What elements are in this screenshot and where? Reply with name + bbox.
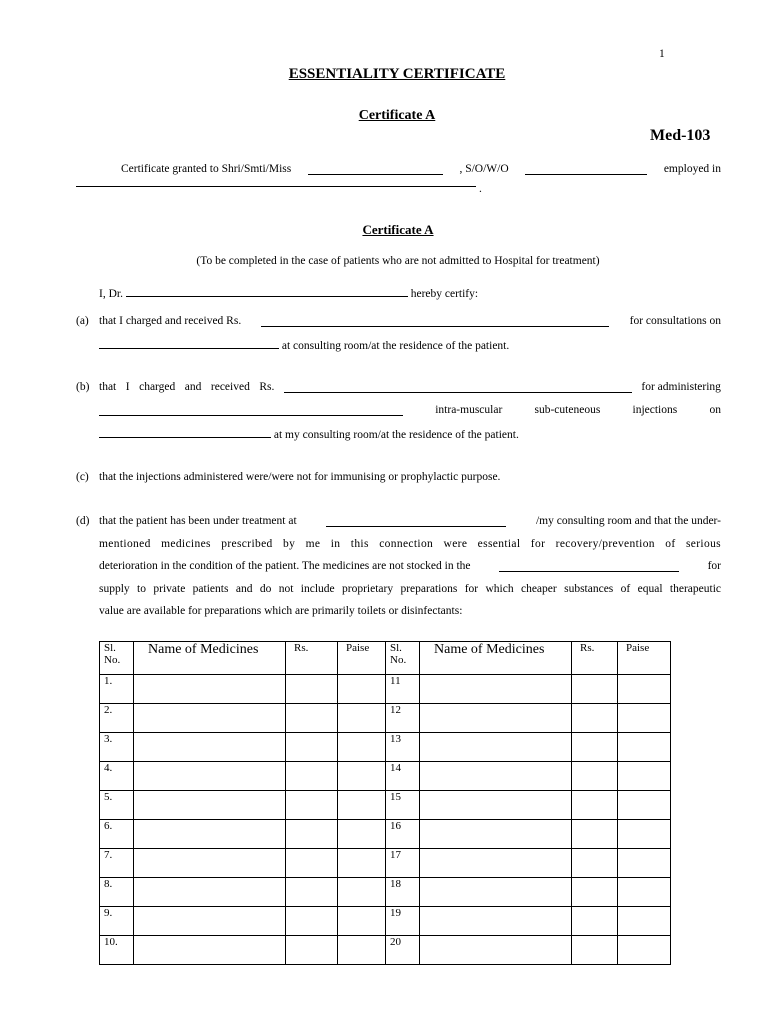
serial-cell: 13	[386, 733, 420, 762]
name-header: Name of Medicines	[134, 642, 286, 675]
serial-cell: 1.	[100, 675, 134, 704]
stock-place-field[interactable]	[499, 560, 679, 572]
table-row	[100, 820, 671, 849]
paise-header: Paise	[618, 642, 671, 675]
document-title: ESSENTIALITY CERTIFICATE	[288, 66, 506, 82]
paise-cell[interactable]	[618, 936, 671, 965]
paise-cell[interactable]	[618, 878, 671, 907]
rs-cell[interactable]	[286, 733, 338, 762]
rs-header: Rs.	[286, 642, 338, 675]
rs-cell[interactable]	[572, 936, 618, 965]
item-b-marker: (b)	[76, 381, 90, 393]
item-a-line1	[99, 315, 721, 327]
rs-cell[interactable]	[286, 762, 338, 791]
medicine-name-cell[interactable]	[134, 878, 286, 907]
item-d-line4: supply to private patients and do not include proprietary preparations for which cheaper substances of equal therapeutic	[99, 583, 721, 595]
table-header-row	[100, 642, 671, 675]
section-heading: Certificate A	[362, 222, 434, 237]
serial-cell: 7.	[100, 849, 134, 878]
rs-cell[interactable]	[572, 762, 618, 791]
medicine-name-cell[interactable]	[134, 936, 286, 965]
medicine-name-cell[interactable]	[134, 733, 286, 762]
medicine-name-cell[interactable]	[420, 733, 572, 762]
serial-cell: 3.	[100, 733, 134, 762]
medicine-name-cell[interactable]	[134, 704, 286, 733]
employer-field[interactable]	[76, 186, 476, 187]
name-header: Name of Medicines	[420, 642, 572, 675]
rs-cell[interactable]	[572, 820, 618, 849]
injection-amount-field[interactable]	[284, 381, 632, 393]
serial-cell: 4.	[100, 762, 134, 791]
medicine-name-cell[interactable]	[420, 907, 572, 936]
table-row	[100, 907, 671, 936]
word: Rs.	[259, 381, 275, 393]
rs-cell[interactable]	[572, 878, 618, 907]
injection-name-field[interactable]	[99, 404, 403, 416]
medicine-name-cell[interactable]	[134, 762, 286, 791]
page-number: 1	[659, 48, 665, 60]
granted-employed: employed in	[663, 163, 721, 175]
item-b-suffix: for administering	[641, 381, 721, 393]
paise-cell[interactable]	[338, 849, 386, 878]
table-row	[100, 733, 671, 762]
serial-cell: 17	[386, 849, 420, 878]
medicine-name-cell[interactable]	[420, 878, 572, 907]
certificate-heading: Certificate A	[358, 108, 436, 123]
table-row	[100, 675, 671, 704]
certify-prefix: I, Dr.	[99, 288, 123, 300]
item-c-marker: (c)	[76, 471, 89, 483]
rs-cell[interactable]	[286, 878, 338, 907]
word: injections	[632, 404, 678, 416]
rs-cell[interactable]	[286, 791, 338, 820]
note-text: (To be completed in the case of patients who are not admitted to Hospital for treatment)	[196, 255, 600, 267]
serial-cell: 10.	[100, 936, 134, 965]
paise-cell[interactable]	[618, 733, 671, 762]
medicine-name-cell[interactable]	[420, 791, 572, 820]
paise-cell[interactable]	[618, 907, 671, 936]
medicine-name-cell[interactable]	[134, 675, 286, 704]
rs-cell[interactable]	[572, 791, 618, 820]
paise-cell[interactable]	[618, 675, 671, 704]
serial-cell: 18	[386, 878, 420, 907]
medicine-name-cell[interactable]	[420, 820, 572, 849]
rs-cell[interactable]	[286, 820, 338, 849]
injection-dates-field[interactable]	[99, 426, 271, 438]
item-a-text: that I charged and received Rs.	[99, 315, 242, 327]
medicine-name-cell[interactable]	[420, 675, 572, 704]
relation-name-field[interactable]	[525, 163, 647, 175]
item-d-marker: (d)	[76, 515, 90, 527]
paise-cell[interactable]	[618, 762, 671, 791]
table-row	[100, 762, 671, 791]
item-a-marker: (a)	[76, 315, 89, 327]
granted-prefix: Certificate granted to Shri/Smti/Miss	[121, 163, 292, 175]
item-b-line3-text: at my consulting room/at the residence of the patient.	[273, 429, 519, 441]
rs-header: Rs.	[572, 642, 618, 675]
paise-cell[interactable]	[618, 704, 671, 733]
item-b-line1	[99, 381, 721, 393]
paise-cell[interactable]	[618, 820, 671, 849]
granted-line	[121, 163, 721, 175]
paise-cell[interactable]	[338, 878, 386, 907]
word: that	[99, 381, 117, 393]
paise-cell[interactable]	[338, 762, 386, 791]
rs-cell[interactable]	[286, 675, 338, 704]
rs-cell[interactable]	[286, 849, 338, 878]
word: charged	[139, 381, 176, 393]
item-d-text: that the patient has been under treatment at	[99, 515, 297, 527]
medicine-name-cell[interactable]	[134, 820, 286, 849]
consultation-amount-field[interactable]	[261, 315, 609, 327]
item-d-line3	[99, 560, 721, 572]
rs-cell[interactable]	[572, 733, 618, 762]
doctor-name-field[interactable]	[126, 285, 408, 297]
item-d-line3-suffix: for	[707, 560, 721, 572]
word: on	[709, 404, 721, 416]
item-d-suffix: /my consulting room and that the under-	[535, 515, 721, 527]
word: and	[184, 381, 202, 393]
paise-cell[interactable]	[618, 849, 671, 878]
treatment-place-field[interactable]	[326, 515, 506, 527]
medicine-name-cell[interactable]	[134, 849, 286, 878]
medicine-name-cell[interactable]	[134, 791, 286, 820]
table-row	[100, 878, 671, 907]
rs-cell[interactable]	[572, 849, 618, 878]
item-d-line1	[99, 515, 721, 527]
serial-cell: 14	[386, 762, 420, 791]
paise-header: Paise	[338, 642, 386, 675]
item-d-line3-text: deterioration in the condition of the patient. The medicines are not stocked in the	[99, 560, 471, 572]
serial-cell: 11	[386, 675, 420, 704]
medicine-name-cell[interactable]	[420, 849, 572, 878]
name-field[interactable]	[308, 163, 443, 175]
table-row	[100, 704, 671, 733]
rs-cell[interactable]	[286, 936, 338, 965]
certify-line	[99, 285, 478, 300]
paise-cell[interactable]	[338, 733, 386, 762]
form-code: Med-103	[650, 127, 711, 144]
rs-cell[interactable]	[572, 704, 618, 733]
table-row	[100, 791, 671, 820]
item-d-line5: value are available for preparations which are primarily toilets or disinfectants:	[99, 605, 463, 617]
serial-cell: 2.	[100, 704, 134, 733]
sl-no-header: Sl. No.	[386, 642, 420, 675]
table-row	[100, 936, 671, 965]
item-d-line2: mentioned medicines prescribed by me in this connection were essential for recovery/prevention of serious	[99, 538, 721, 550]
item-a-line2-text: at consulting room/at the residence of the patient.	[281, 340, 510, 352]
table-body	[100, 675, 671, 965]
paise-cell[interactable]	[338, 820, 386, 849]
period-mark: .	[479, 183, 482, 195]
serial-cell: 9.	[100, 907, 134, 936]
granted-relation: , S/O/W/O	[459, 163, 509, 175]
rs-cell[interactable]	[572, 675, 618, 704]
item-b-line3	[99, 426, 519, 441]
paise-cell[interactable]	[338, 936, 386, 965]
consultation-dates-field[interactable]	[99, 337, 279, 349]
word: sub-cuteneous	[534, 404, 601, 416]
word: received	[210, 381, 250, 393]
paise-cell[interactable]	[338, 704, 386, 733]
rs-cell[interactable]	[286, 907, 338, 936]
serial-cell: 5.	[100, 791, 134, 820]
item-a-suffix: for consultations on	[629, 315, 721, 327]
table-row	[100, 849, 671, 878]
serial-cell: 15	[386, 791, 420, 820]
medicine-name-cell[interactable]	[420, 762, 572, 791]
medicine-name-cell[interactable]	[134, 907, 286, 936]
serial-cell: 12	[386, 704, 420, 733]
word: I	[125, 381, 130, 393]
rs-cell[interactable]	[572, 907, 618, 936]
paise-cell[interactable]	[338, 907, 386, 936]
word: intra-muscular	[435, 404, 503, 416]
serial-cell: 8.	[100, 878, 134, 907]
item-a-line2	[99, 337, 509, 352]
item-c-text: that the injections administered were/were not for immunising or prophylactic purpose.	[99, 471, 501, 483]
medicine-name-cell[interactable]	[420, 936, 572, 965]
item-b-line2	[99, 404, 721, 416]
paise-cell[interactable]	[338, 791, 386, 820]
medicines-table	[99, 641, 671, 965]
serial-cell: 19	[386, 907, 420, 936]
medicine-name-cell[interactable]	[420, 704, 572, 733]
certify-suffix: hereby certify:	[410, 288, 479, 300]
paise-cell[interactable]	[618, 791, 671, 820]
paise-cell[interactable]	[338, 675, 386, 704]
serial-cell: 6.	[100, 820, 134, 849]
serial-cell: 20	[386, 936, 420, 965]
rs-cell[interactable]	[286, 704, 338, 733]
sl-no-header: Sl. No.	[100, 642, 134, 675]
serial-cell: 16	[386, 820, 420, 849]
